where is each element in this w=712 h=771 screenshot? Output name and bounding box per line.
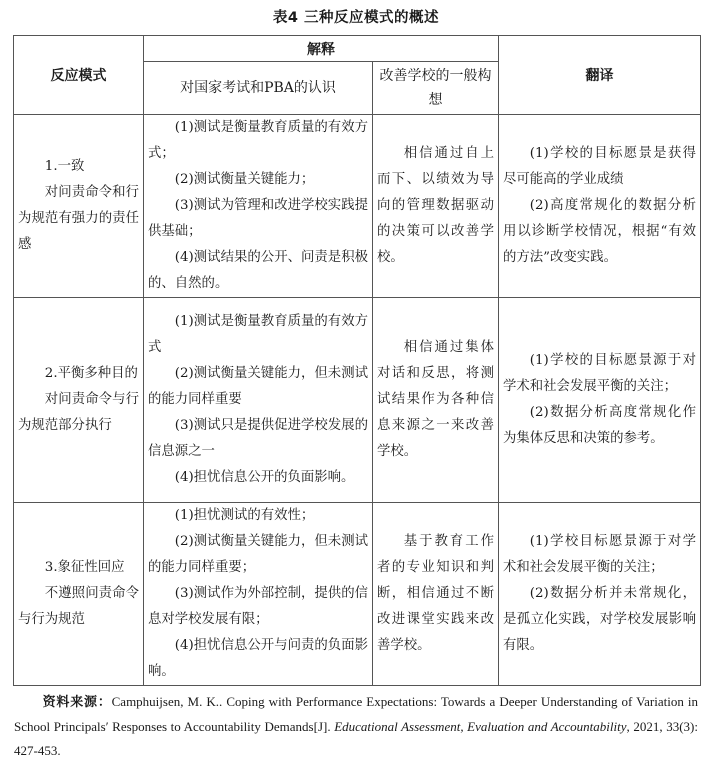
response-modes-table (13, 35, 701, 686)
conception-text: 相信通过集体对话和反思，将测试结果作为各种信息来源之一来改善学校。 (377, 340, 494, 459)
header-conception: 改善学校的一般构想 (373, 62, 499, 115)
recognition-item: (2)测试衡量关键能力，但未测试的能力同样重要； (148, 534, 368, 575)
conception-cell (373, 298, 499, 503)
mode-description: 对问责命令和行为规范有强力的责任感 (18, 185, 139, 252)
recognition-item: (3)测试作为外部控制，提供的信息对学校发展有限； (148, 586, 368, 627)
translation-item: (2)数据分析并未常规化，是孤立化实践，对学校发展影响有限。 (503, 586, 696, 653)
translation-cell (499, 115, 701, 298)
translation-item: (2)高度常规化的数据分析用以诊断学校情况，根据“有效的方法”改变实践。 (503, 198, 696, 265)
recognition-item: (3)测试为管理和改进学校实践提供基础； (148, 198, 368, 239)
recognition-cell (144, 115, 373, 298)
header-recognition: 对国家考试和PBA的认识 (144, 62, 373, 115)
header-mode: 反应模式 (14, 36, 144, 115)
source-citation: Camphuijsen, M. K.. Coping with Performance Expectations: Towards a Deeper Understanding of Variation in School Principals′ Responses to Accountability Demands[J]. (14, 694, 698, 734)
recognition-item: (4)测试结果的公开、问责是积极的、自然的。 (148, 250, 368, 291)
mode-cell (14, 298, 144, 503)
source-journal: Educational Assessment, Evaluation and Accountability (334, 719, 627, 734)
recognition-item: (1)测试是衡量教育质量的有效方式； (148, 120, 368, 161)
mode-title: 3.象征性回应 (44, 560, 125, 575)
source-note (14, 690, 698, 763)
mode-cell (14, 115, 144, 298)
translation-item: (2)数据分析高度常规化作为集体反思和决策的参考。 (503, 405, 696, 446)
header-translation: 翻译 (499, 36, 701, 115)
mode-description: 不遵照问责命令与行为规范 (18, 586, 139, 627)
translation-item: (1)学校的目标愿景是获得尽可能高的学业成绩 (503, 146, 696, 187)
source-label: 资料来源： (42, 695, 112, 710)
table-row (14, 298, 701, 503)
mode-cell (14, 503, 144, 686)
mode-title: 2.平衡多种目的 (44, 366, 138, 381)
recognition-item: (3)测试只是提供促进学校发展的信息源之一 (148, 418, 368, 459)
recognition-item: (2)测试衡量关键能力； (174, 172, 315, 187)
recognition-item: (4)担忧信息公开的负面影响。 (174, 470, 355, 485)
table-row (14, 503, 701, 686)
conception-cell (373, 503, 499, 686)
translation-cell (499, 503, 701, 686)
table-caption: 表4 三种反应模式的概述 (272, 10, 440, 26)
conception-text: 基于教育工作者的专业知识和判断，相信通过不断改进课堂实践来改善学校。 (377, 534, 494, 653)
recognition-item: (4)担忧信息公开与问责的负面影响。 (148, 638, 368, 679)
recognition-item: (2)测试衡量关键能力，但未测试的能力同样重要 (148, 366, 368, 407)
translation-item: (1)学校目标愿景源于对学术和社会发展平衡的关注； (503, 534, 696, 575)
conception-cell (373, 115, 499, 298)
conception-text: 相信通过自上而下、以绩效为导向的管理数据驱动的决策可以改善学校。 (377, 146, 494, 265)
source-details: , 2021, 33(3): 427-453. (14, 719, 698, 758)
translation-item: (1)学校的目标愿景源于对学术和社会发展平衡的关注； (503, 353, 696, 394)
translation-cell (499, 298, 701, 503)
mode-title: 1.一致 (44, 159, 85, 174)
mode-description: 对问责命令与行为规范部分执行 (18, 392, 139, 433)
table-row (14, 115, 701, 298)
recognition-item: (1)担忧测试的有效性； (174, 508, 315, 523)
recognition-cell (144, 503, 373, 686)
recognition-item: (1)测试是衡量教育质量的有效方式 (148, 314, 368, 355)
header-row (14, 36, 701, 62)
header-interpretation: 解释 (144, 36, 499, 62)
recognition-cell (144, 298, 373, 503)
